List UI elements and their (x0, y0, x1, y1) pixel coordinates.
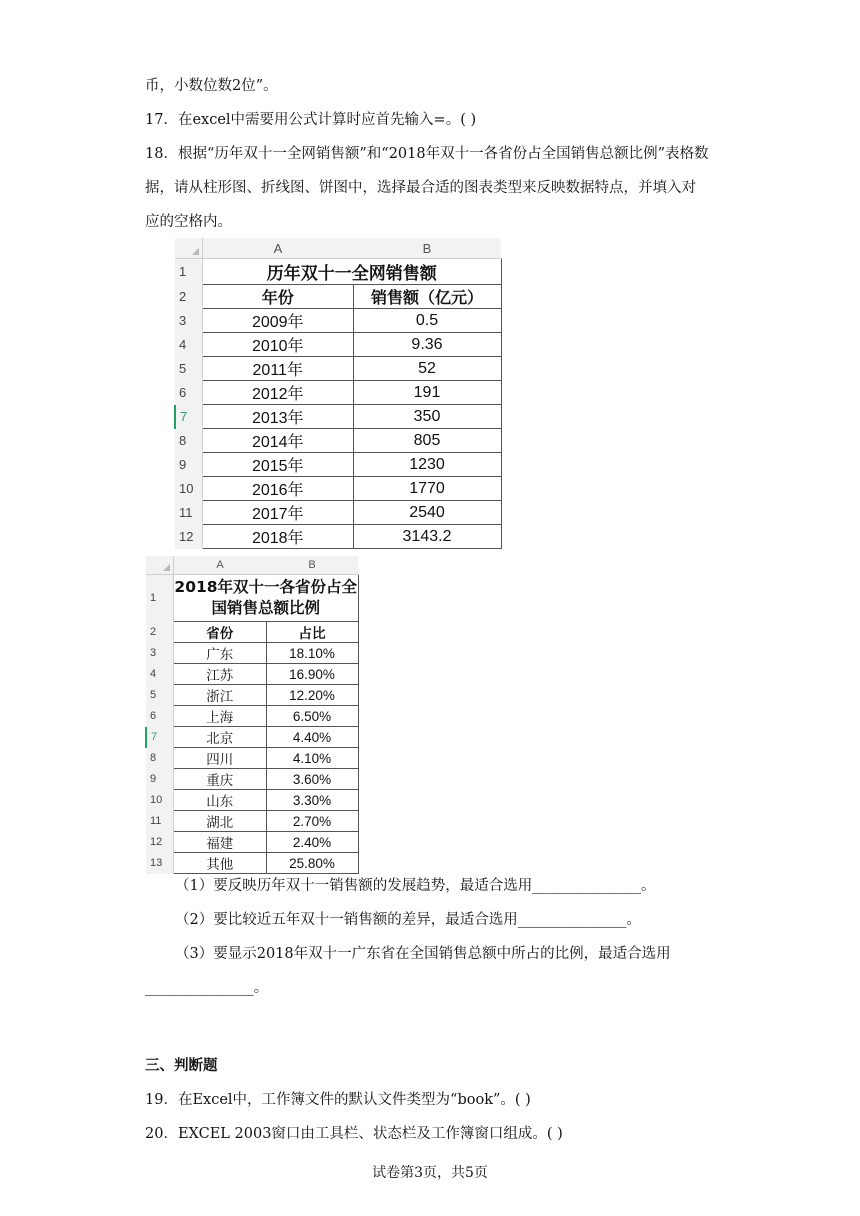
row-header[interactable]: 1 (146, 575, 174, 622)
row-header[interactable]: 2 (146, 622, 174, 643)
question-18-line-3: 应的空格内。 (145, 214, 232, 230)
cell-ratio[interactable]: 16.90% (266, 664, 358, 685)
header-sales[interactable]: 销售额（亿元） (353, 285, 501, 309)
cell-province[interactable]: 福建 (174, 832, 267, 853)
cell-sales[interactable]: 2540 (353, 501, 501, 525)
cell-year[interactable]: 2014年 (203, 429, 354, 453)
cell-sales[interactable]: 350 (353, 405, 501, 429)
cell-ratio[interactable]: 18.10% (266, 643, 358, 664)
sub-question-3-line-2: _______________。 (145, 980, 269, 996)
cell-year[interactable]: 2011年 (203, 357, 354, 381)
row-header-selected[interactable]: 7 (146, 727, 174, 748)
row-header[interactable]: 2 (175, 285, 203, 309)
sales-history-table (174, 238, 502, 549)
cell-ratio[interactable]: 25.80% (266, 853, 358, 874)
cell-province[interactable]: 重庆 (174, 769, 267, 790)
header-ratio[interactable]: 占比 (266, 622, 358, 643)
cell-sales[interactable]: 805 (353, 429, 501, 453)
cell-ratio[interactable]: 6.50% (266, 706, 358, 727)
row-header[interactable]: 12 (175, 525, 203, 549)
cell-province[interactable]: 山东 (174, 790, 267, 811)
table-title[interactable]: 2018年双十一各省份占全国销售总额比例 (174, 575, 359, 622)
question-18-line-1: 18．根据“历年双十一全网销售额”和“2018年双十一各省份占全国销售总额比例”表格数 (145, 146, 709, 162)
cell-sales[interactable]: 9.36 (353, 333, 501, 357)
cell-province[interactable]: 北京 (174, 727, 267, 748)
cell-year[interactable]: 2015年 (203, 453, 354, 477)
cell-province[interactable]: 其他 (174, 853, 267, 874)
cell-sales[interactable]: 1230 (353, 453, 501, 477)
section-heading-true-false: 三、判断题 (145, 1057, 218, 1074)
question-19: 19．在Excel中，工作簿文件的默认文件类型为“book”。( ) (145, 1092, 531, 1108)
sub-question-1: （1）要反映历年双十一销售额的发展趋势，最适合选用_______________。 (175, 878, 656, 894)
cell-province[interactable]: 湖北 (174, 811, 267, 832)
cell-sales[interactable]: 1770 (353, 477, 501, 501)
row-header[interactable]: 10 (175, 477, 203, 501)
row-header[interactable]: 6 (175, 381, 203, 405)
cell-sales[interactable]: 0.5 (353, 309, 501, 333)
cell-sales[interactable]: 191 (353, 381, 501, 405)
select-all-corner[interactable] (175, 238, 203, 259)
cell-year[interactable]: 2012年 (203, 381, 354, 405)
row-header[interactable]: 8 (175, 429, 203, 453)
cell-ratio[interactable]: 2.70% (266, 811, 358, 832)
row-header[interactable]: 6 (146, 706, 174, 727)
column-header-a[interactable]: A (203, 238, 354, 259)
cell-ratio[interactable]: 12.20% (266, 685, 358, 706)
cell-province[interactable]: 四川 (174, 748, 267, 769)
cell-province[interactable]: 浙江 (174, 685, 267, 706)
question-18-line-2: 据，请从柱形图、折线图、饼图中，选择最合适的图表类型来反映数据特点，并填入对 (145, 180, 696, 196)
question-20: 20．EXCEL 2003窗口由工具栏、状态栏及工作簿窗口组成。( ) (145, 1126, 563, 1142)
row-header[interactable]: 11 (146, 811, 174, 832)
cell-province[interactable]: 广东 (174, 643, 267, 664)
sub-question-2: （2）要比较近五年双十一销售额的差异，最适合选用_______________。 (175, 912, 641, 928)
row-header[interactable]: 9 (175, 453, 203, 477)
row-header[interactable]: 1 (175, 259, 203, 285)
cell-year[interactable]: 2010年 (203, 333, 354, 357)
sub-question-3-line-1: （3）要显示2018年双十一广东省在全国销售总额中所占的比例，最适合选用 (175, 946, 671, 962)
text-line-prev: 币，小数位数2位”。 (145, 78, 278, 94)
cell-year[interactable]: 2016年 (203, 477, 354, 501)
column-header-a[interactable]: A (174, 556, 267, 575)
cell-province[interactable]: 上海 (174, 706, 267, 727)
cell-province[interactable]: 江苏 (174, 664, 267, 685)
cell-year[interactable]: 2013年 (203, 405, 354, 429)
row-header[interactable]: 12 (146, 832, 174, 853)
row-header[interactable]: 11 (175, 501, 203, 525)
cell-year[interactable]: 2009年 (203, 309, 354, 333)
row-header[interactable]: 9 (146, 769, 174, 790)
cell-year[interactable]: 2018年 (203, 525, 354, 549)
cell-sales[interactable]: 3143.2 (353, 525, 501, 549)
row-header[interactable]: 4 (175, 333, 203, 357)
row-header[interactable]: 5 (146, 685, 174, 706)
row-header[interactable]: 3 (175, 309, 203, 333)
row-header[interactable]: 13 (146, 853, 174, 874)
province-share-table (145, 556, 359, 874)
row-header-selected[interactable]: 7 (175, 405, 203, 429)
cell-year[interactable]: 2017年 (203, 501, 354, 525)
cell-ratio[interactable]: 3.30% (266, 790, 358, 811)
cell-ratio[interactable]: 4.10% (266, 748, 358, 769)
cell-sales[interactable]: 52 (353, 357, 501, 381)
header-year[interactable]: 年份 (203, 285, 354, 309)
cell-ratio[interactable]: 4.40% (266, 727, 358, 748)
row-header[interactable]: 10 (146, 790, 174, 811)
column-header-b[interactable]: B (266, 556, 358, 575)
select-all-corner[interactable] (146, 556, 174, 575)
row-header[interactable]: 3 (146, 643, 174, 664)
row-header[interactable]: 4 (146, 664, 174, 685)
page-footer: 试卷第3页，共5页 (372, 1165, 488, 1181)
cell-ratio[interactable]: 2.40% (266, 832, 358, 853)
row-header[interactable]: 5 (175, 357, 203, 381)
column-header-b[interactable]: B (353, 238, 501, 259)
question-17: 17．在excel中需要用公式计算时应首先输入=。( ) (145, 112, 477, 128)
header-province[interactable]: 省份 (174, 622, 267, 643)
table-title[interactable]: 历年双十一全网销售额 (203, 259, 502, 285)
cell-ratio[interactable]: 3.60% (266, 769, 358, 790)
row-header[interactable]: 8 (146, 748, 174, 769)
